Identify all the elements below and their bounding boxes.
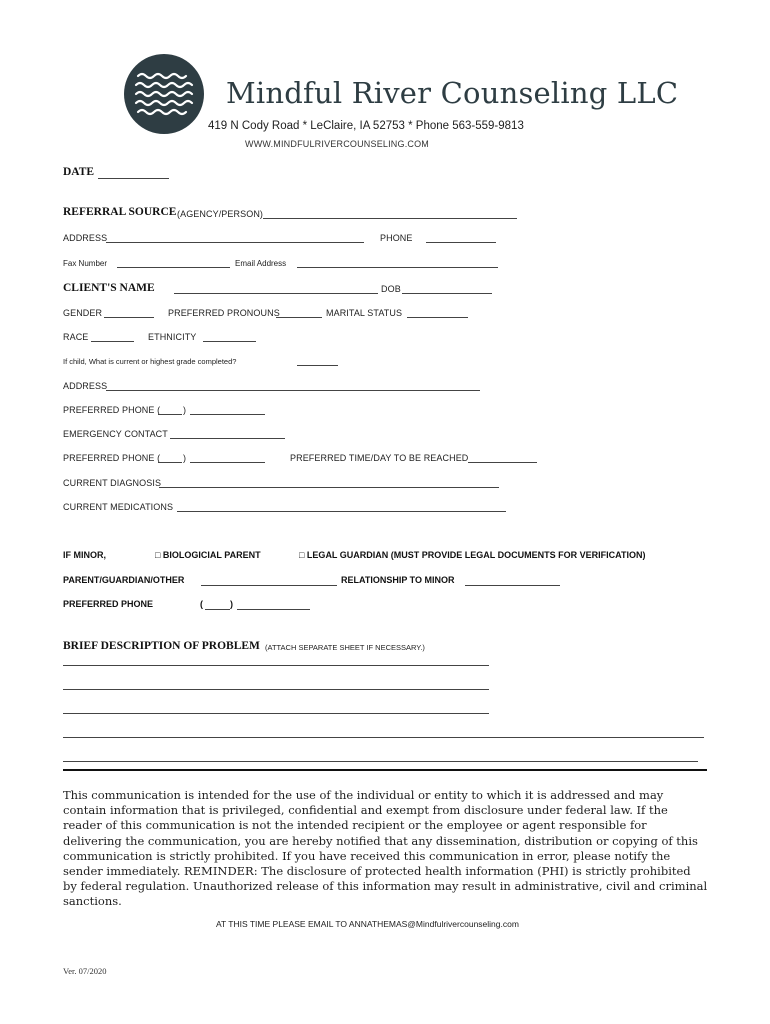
client-address-label: ADDRESS bbox=[63, 381, 108, 391]
relationship-label: RELATIONSHIP TO MINOR bbox=[341, 575, 455, 585]
referral-address-label: ADDRESS bbox=[63, 233, 108, 243]
diagnosis-field[interactable] bbox=[159, 487, 499, 488]
guardian-phone-paren-close: ) bbox=[230, 599, 233, 609]
version-label: Ver. 07/2020 bbox=[63, 966, 107, 976]
client-address-field[interactable] bbox=[106, 390, 480, 391]
client-name-label: CLIENT'S NAME bbox=[63, 282, 155, 294]
section-divider bbox=[63, 769, 707, 771]
guardian-phone-label: PREFERRED PHONE bbox=[63, 599, 154, 609]
grade-label: If child, What is current or highest grade completed? bbox=[63, 357, 237, 366]
emergency-phone-label: PREFERRED PHONE ( bbox=[63, 453, 161, 463]
company-logo bbox=[124, 54, 204, 134]
race-field[interactable] bbox=[91, 341, 134, 342]
race-label: RACE bbox=[63, 332, 89, 342]
gender-label: GENDER bbox=[63, 308, 103, 318]
referral-source-hint: (AGENCY/PERSON) bbox=[177, 209, 264, 219]
preferred-phone-label: PREFERRED PHONE ( bbox=[63, 405, 161, 415]
parent-guardian-label: PARENT/GUARDIAN/OTHER bbox=[63, 575, 185, 585]
preferred-time-label: PREFERRED TIME/DAY TO BE REACHED bbox=[290, 453, 469, 463]
problem-line-2[interactable] bbox=[63, 689, 489, 690]
problem-line-1[interactable] bbox=[63, 665, 489, 666]
legal-guardian-checkbox[interactable]: □ LEGAL GUARDIAN (MUST PROVIDE LEGAL DOCUMENTS FOR VERIFICATION) bbox=[299, 550, 646, 560]
referral-phone-field[interactable] bbox=[426, 242, 496, 243]
marital-status-label: MARITAL STATUS bbox=[326, 308, 403, 318]
date-label: DATE bbox=[63, 166, 95, 178]
problem-line-3[interactable] bbox=[63, 713, 489, 714]
preferred-phone-paren: ) bbox=[183, 405, 187, 415]
dob-label: DOB bbox=[381, 284, 401, 294]
email-instruction: AT THIS TIME PLEASE EMAIL TO ANNATHEMAS@Mindfulrivercounseling.com bbox=[216, 919, 519, 929]
medications-field[interactable] bbox=[177, 511, 506, 512]
company-address: 419 N Cody Road * LeClaire, IA 52753 * Phone 563-559-9813 bbox=[208, 120, 524, 132]
if-minor-label: IF MINOR, bbox=[63, 550, 106, 560]
fax-label: Fax Number bbox=[63, 259, 108, 268]
parent-guardian-field[interactable] bbox=[201, 585, 337, 586]
referral-phone-label: PHONE bbox=[380, 233, 413, 243]
diagnosis-label: CURRENT DIAGNOSIS bbox=[63, 478, 162, 488]
emergency-contact-field[interactable] bbox=[170, 438, 285, 439]
grade-field[interactable] bbox=[297, 365, 338, 366]
email-label: Email Address bbox=[235, 259, 287, 268]
dob-field[interactable] bbox=[402, 293, 492, 294]
emergency-contact-label: EMERGENCY CONTACT bbox=[63, 429, 168, 439]
email-field[interactable] bbox=[297, 267, 498, 268]
preferred-phone-field[interactable] bbox=[190, 414, 265, 415]
referral-source-field[interactable] bbox=[263, 218, 517, 219]
marital-status-field[interactable] bbox=[407, 317, 468, 318]
problem-label: BRIEF DESCRIPTION OF PROBLEM bbox=[63, 640, 260, 652]
client-name-field[interactable] bbox=[174, 293, 378, 294]
problem-hint: (ATTACH SEPARATE SHEET IF NECESSARY.) bbox=[265, 643, 425, 652]
guardian-phone-field[interactable] bbox=[237, 609, 310, 610]
referral-source-label: REFERRAL SOURCE bbox=[63, 206, 177, 218]
guardian-phone-area-field[interactable] bbox=[205, 609, 230, 610]
medications-label: CURRENT MEDICATIONS bbox=[63, 502, 174, 512]
pronouns-field[interactable] bbox=[276, 317, 322, 318]
preferred-time-field[interactable] bbox=[468, 462, 537, 463]
referral-address-field[interactable] bbox=[106, 242, 364, 243]
emergency-phone-paren: ) bbox=[183, 453, 187, 463]
confidentiality-notice: This communication is intended for the use of the individual or entity to which it is addressed and may contain information that is privileged, confidential and exempt from disclosure under federal law. If the reader of this communication is not the intended recipient or the employee or agent responsible for delivering the communication, you are hereby notified that any dissemination, distribution or copying of this communication is strictly prohibited. If you have received this communication in error, please notify the sender immediately. REMINDER: The disclosure of protected health information (PHI) is strictly prohibited by federal regulation. Unauthorized release of this information may result in administrative, civil and criminal sanctions. bbox=[63, 788, 708, 909]
fax-field[interactable] bbox=[117, 267, 230, 268]
date-field[interactable] bbox=[98, 178, 169, 179]
ethnicity-field[interactable] bbox=[203, 341, 256, 342]
pronouns-label: PREFERRED PRONOUNS bbox=[168, 308, 280, 318]
preferred-phone-area-field[interactable] bbox=[158, 414, 182, 415]
company-website: WWW.MINDFULRIVERCOUNSELING.COM bbox=[245, 139, 430, 149]
problem-line-4[interactable] bbox=[63, 737, 704, 738]
emergency-phone-field[interactable] bbox=[190, 462, 265, 463]
biological-parent-checkbox[interactable]: □ BIOLOGICIAL PARENT bbox=[155, 550, 261, 560]
relationship-field[interactable] bbox=[465, 585, 560, 586]
ethnicity-label: ETHNICITY bbox=[148, 332, 197, 342]
water-waves-icon bbox=[124, 54, 204, 134]
company-name: Mindful River Counseling LLC bbox=[226, 76, 679, 110]
problem-line-5[interactable] bbox=[63, 761, 698, 762]
guardian-phone-paren-open: ( bbox=[200, 599, 203, 609]
gender-field[interactable] bbox=[104, 317, 154, 318]
emergency-phone-area-field[interactable] bbox=[158, 462, 182, 463]
